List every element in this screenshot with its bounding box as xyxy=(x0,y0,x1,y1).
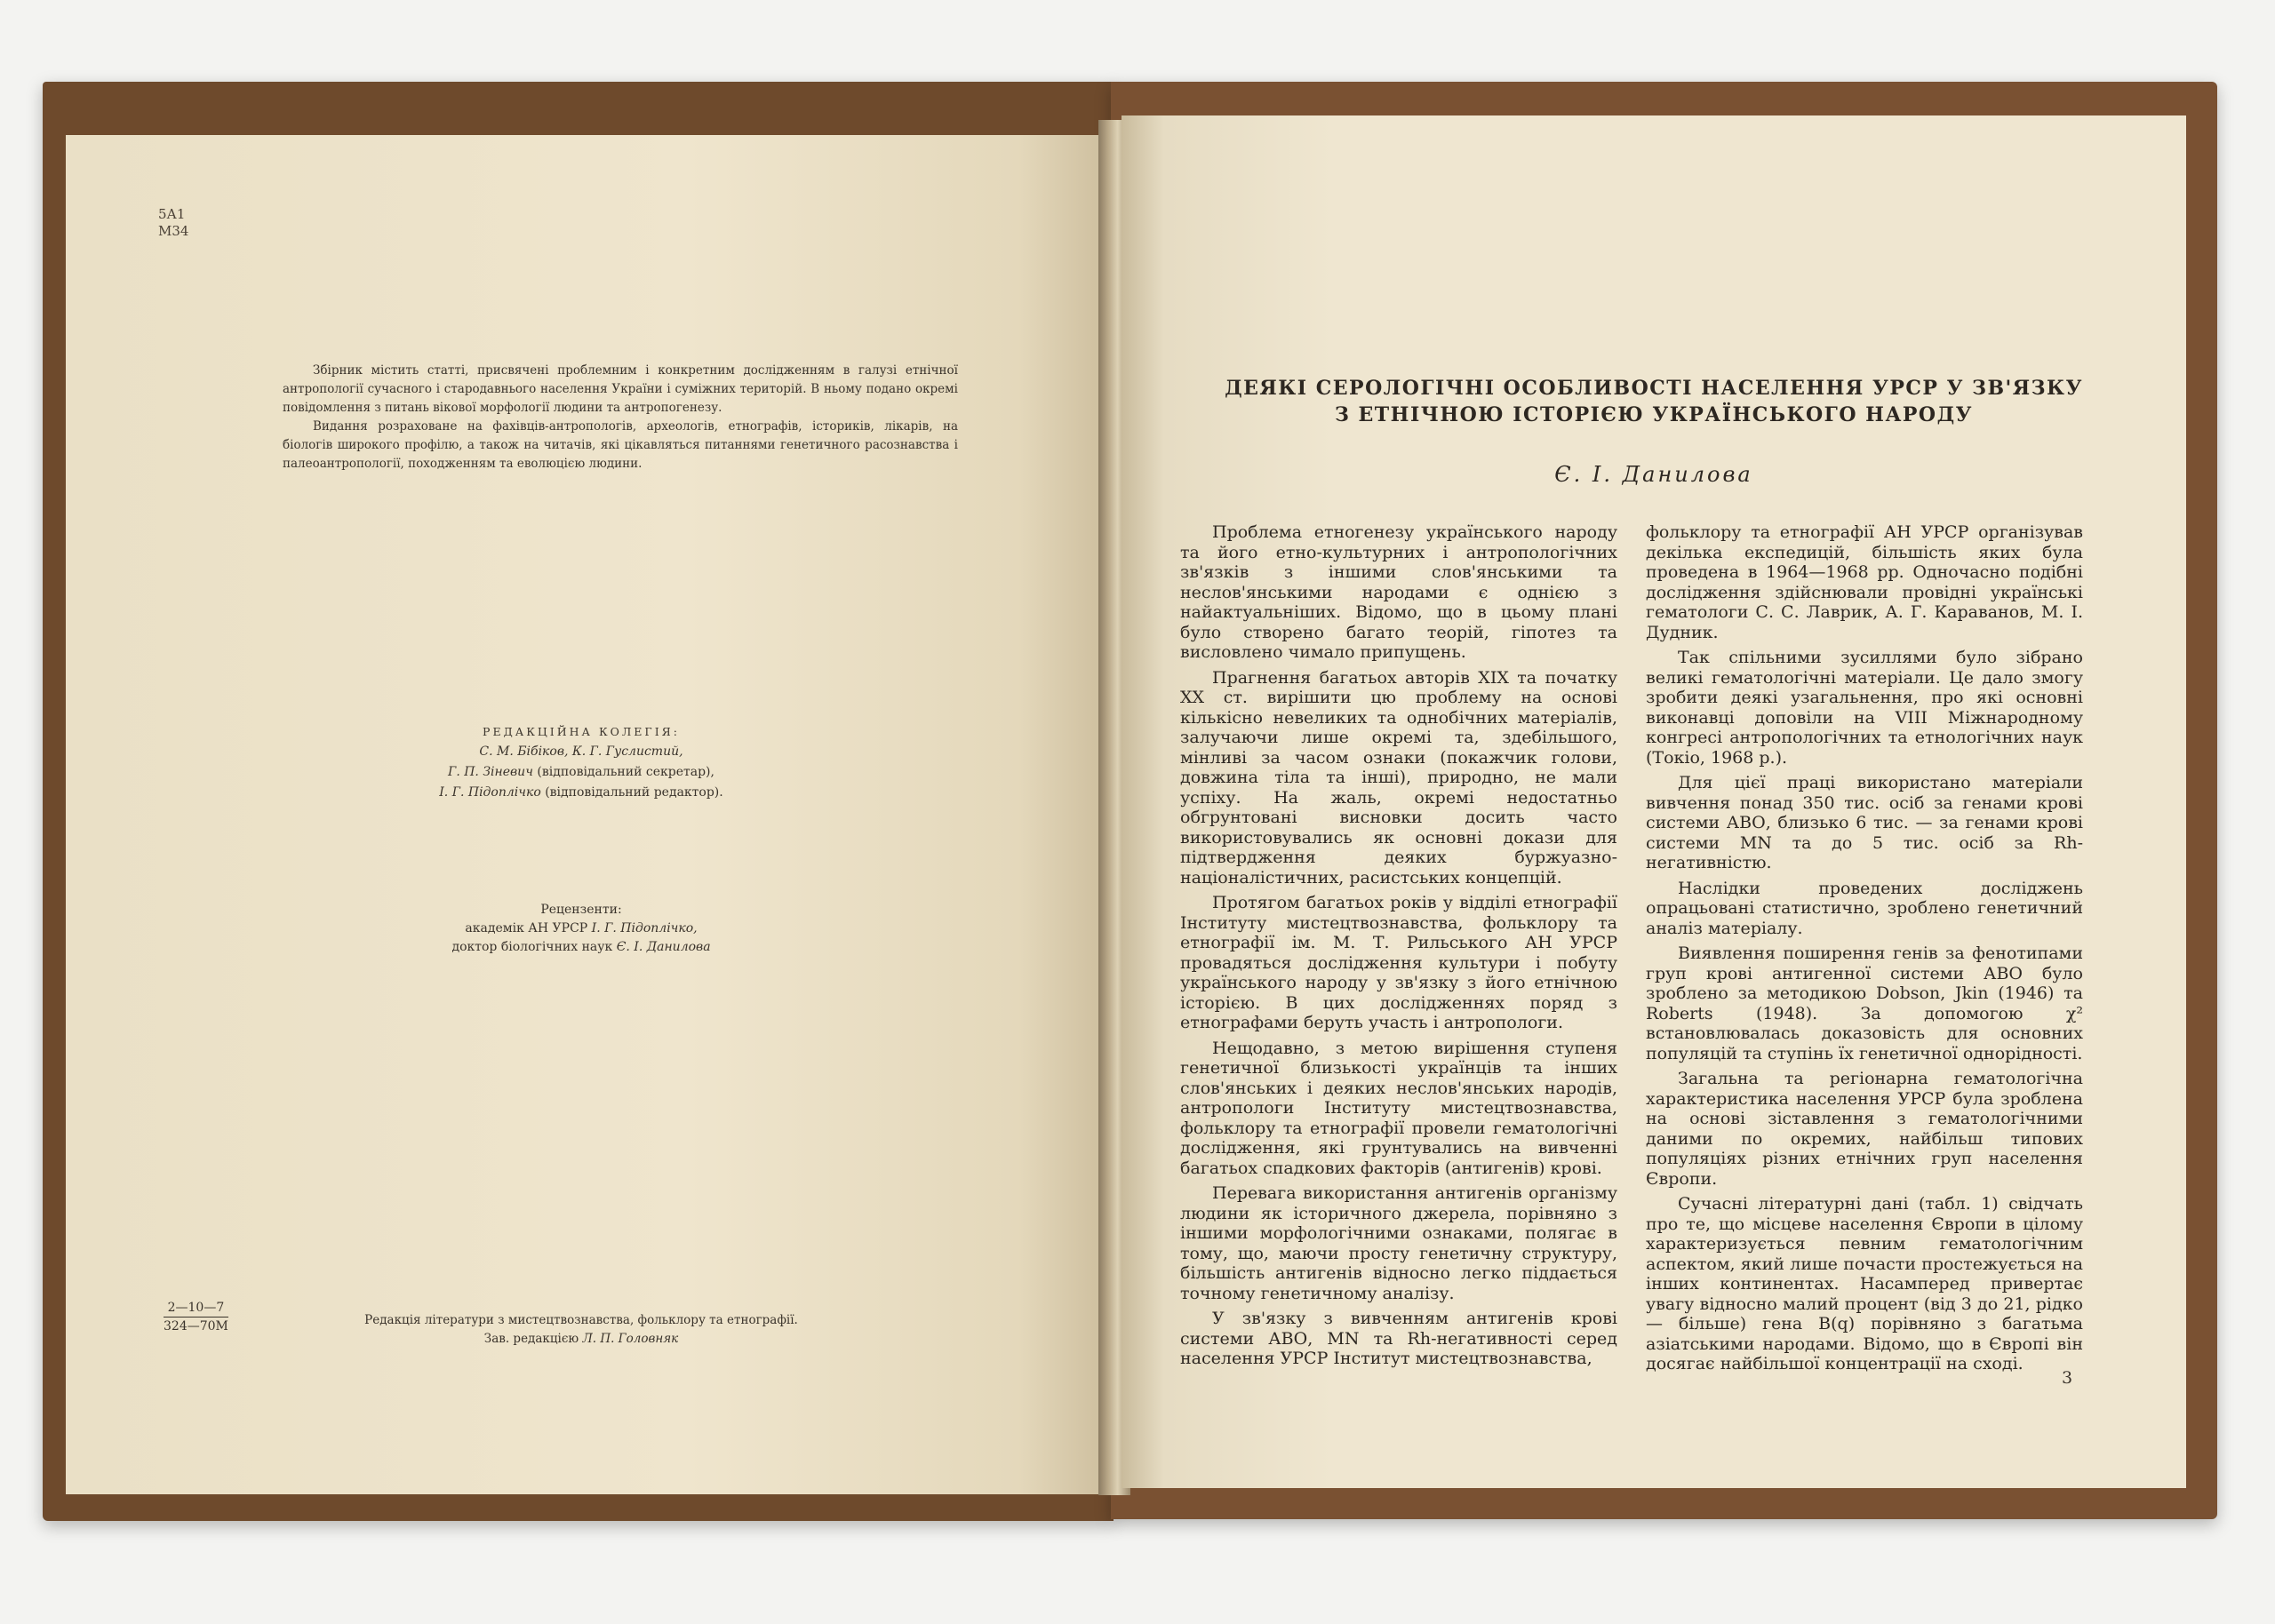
right-page xyxy=(1122,115,2186,1488)
catalog-code-line: М34 xyxy=(158,223,189,239)
editorial-board-heading: РЕДАКЦІЙНА КОЛЕГІЯ: xyxy=(483,725,680,738)
paragraph: Виявлення поширення генів за фенотипами груп крові антигенної системи АВО було зроблено за методикою Dobson, Jkin (1946) та Roberts (1948). За допомогою χ² встановлювалась доказовість для основних популяцій та ступінь їх генетичної однорідності. xyxy=(1646,943,2083,1063)
paragraph: Сучасні літературні дані (табл. 1) свідчать про те, що місцеве населення Європи в цілому характеризується певним гематологічним аспектом, який лише почасти простежується на інших континентах. Насамперед привертає увагу відносно малий процент (від 3 до 21, рідко — більше) гена В(q) порівняно з багатьма азіатськими народами. Відомо, що в Європі він досягає найбільшої концентрації на сході. xyxy=(1646,1194,2083,1373)
catalog-code-line: 5А1 xyxy=(158,206,186,222)
publisher-line: Редакція літератури з мистецтвознавства, фольклору та етнографії. xyxy=(364,1313,798,1327)
editorial-editor-role: (відповідальний редактор). xyxy=(540,785,723,800)
article-author: Є. І. Данилова xyxy=(1554,462,1753,487)
annotation-paragraph: Видання розраховане на фахівців-антропологів, археологів, етнографів, істориків, лікарів, на біологів широкого профілю, а також на читачів, які цікавляться питаннями генетичного расознавства і палеоантропології, походженням та еволюцією людини. xyxy=(283,419,958,471)
annotation xyxy=(283,362,958,474)
publication-code xyxy=(164,1299,228,1335)
publication-code-top: 2—10—7 xyxy=(167,1301,225,1315)
catalog-code xyxy=(158,206,188,240)
paragraph: У зв'язку з вивченням антигенів крові системи АВО, MN та Rh-негативності серед населення УРСР Інститут мистецтвознавства, xyxy=(1180,1309,1617,1368)
publisher-info xyxy=(243,1311,919,1349)
editorial-board xyxy=(332,721,830,803)
paragraph: Так спільними зусиллями було зібрано великі гематологічні матеріали. Це дало змогу зробити деякі узагальнення, про які основні виконавці доповіли на VIII Міжнародному конгресі антропологічних та етнологічних наук (Токіо, 1968 р.). xyxy=(1646,648,2083,768)
page-number: 3 xyxy=(2062,1368,2073,1388)
publisher-head-title: Зав. редакцією xyxy=(483,1332,583,1346)
text-column-1 xyxy=(1180,522,1617,1374)
reviewer-title: доктор біологічних наук xyxy=(451,940,617,954)
left-page xyxy=(66,135,1101,1494)
paragraph: Загальна та регіонарна гематологічна характеристика населення УРСР була зроблена на основі зіставлення з гематологічними даними по окремих, найбільш типових популяціях різних етнічних груп населення Європи. xyxy=(1646,1069,2083,1189)
paragraph: Протягом багатьох років у відділі етнографії Інституту мистецтвознавства, фольклору та етнографії ім. М. Т. Рильського АН УРСР провадяться дослідження культури і побуту українського народу у зв'язку з його етнічною історією. В цих дослідженнях поряд з етнографами беруть участь і антропологи. xyxy=(1180,893,1617,1032)
annotation-paragraph: Збірник містить статті, присвячені проблемним і конкретним дослідженням в галузі етнічної антропології сучасного і стародавнього населення України і суміжних територій. В ньому подано окремі повідомлення з питань вікової морфології людини та антропогенезу. xyxy=(283,363,958,415)
reviewer-name: Є. І. Данилова xyxy=(616,940,711,954)
editorial-secretary-role: (відповідальний секретар), xyxy=(532,765,714,779)
editorial-editor-name: І. Г. Підоплічко xyxy=(439,785,541,800)
reviewer-title: академік АН УРСР xyxy=(465,921,592,935)
paragraph: Наслідки проведених досліджень опрацьовані статистично, зроблено генетичний аналіз матеріалу. xyxy=(1646,878,2083,938)
editorial-board-members: С. М. Бібіков, К. Г. Гуслистий, xyxy=(479,744,683,759)
paragraph: Перевага використання антигенів організму людини як історичного джерела, порівняно з іншими морфологічними ознаками, полягає в тому, що, маючи просту генетичну структуру, більшість антигенів відносно легко піддається точному генетичному аналізу. xyxy=(1180,1183,1617,1303)
paragraph: Для цієї праці використано матеріали вивчення понад 350 тис. осіб за генами крові системи АВО, близько 6 тис. — за генами крові системи MN та до 5 тис. осіб за Rh-негативністю. xyxy=(1646,773,2083,872)
reviewers xyxy=(332,901,830,957)
paragraph: Прагнення багатьох авторів XIX та початку XX ст. вирішити цю проблему на основі кількісно невеликих та однобічних матеріалів, залучаючи лише окремі та, здебільшого, мінливі за часом ознаки (покажчик голови, довжина тіла та інші), природно, не мали успіху. На жаль, окремі недостатньо обгрунтовані висновки досить часто використовувались як основні докази для підтвердження деяких буржуазно-націоналістичних, расистських концепцій. xyxy=(1180,667,1617,888)
paragraph-continuation: фольклору та етнографії АН УРСР організував декілька експедицій, більшість яких була проведена в 1964—1968 рр. Одночасно подібні дослідження здійснювали провідні українські гематологи С. С. Лаврик, А. Г. Караванов, М. І. Дудник. xyxy=(1646,522,2083,642)
paragraph: Нещодавно, з метою вирішення ступеня генетичної близькості українців та інших слов'янських і деяких неслов'янських народів, антропологи Інституту мистецтвознавства, фольклору та етнографії провели гематологічні дослідження, які грунтувались на вивченні багатьох спадкових факторів (антигенів) крові. xyxy=(1180,1038,1617,1178)
publisher-head-name: Л. П. Головняк xyxy=(582,1332,679,1346)
paragraph: Проблема етногенезу українського народу та його етно-культурних і антропологічних зв'язків з іншими слов'янськими та неслов'янськими народами є однією з найактуальніших. Відомо, що в цьому плані було створено багато теорій, гіпотез та висловлено чимало припущень. xyxy=(1180,522,1617,662)
publication-code-bottom: 324—70М xyxy=(164,1317,228,1335)
reviewer-name: І. Г. Підоплічко, xyxy=(591,921,698,935)
editorial-secretary-name: Г. П. Зіневич xyxy=(448,765,533,779)
article-title-line: З ЕТНІЧНОЮ ІСТОРІЄЮ УКРАЇНСЬКОГО НАРОДУ xyxy=(1335,403,1973,426)
reviewers-heading: Рецензенти: xyxy=(540,903,622,917)
article-title xyxy=(1122,375,2186,428)
text-column-2 xyxy=(1646,522,2083,1380)
article-title-line: ДЕЯКІ СЕРОЛОГІЧНІ ОСОБЛИВОСТІ НАСЕЛЕННЯ УРСР У ЗВ'ЯЗКУ xyxy=(1225,377,2083,400)
